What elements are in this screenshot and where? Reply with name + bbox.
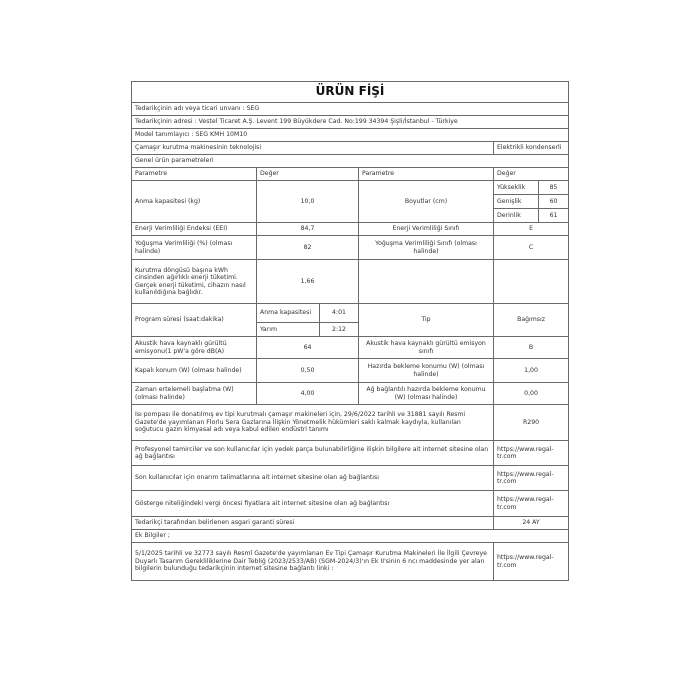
delay-start-label: Zaman ertelemeli başlatma (W) (olması halinde) (132, 383, 257, 405)
height-label: Yükseklik (494, 181, 539, 195)
regulation-label: 5/1/2025 tarihli ve 32773 sayılı Resmî Gazete'de yayımlanan Ev Tipi Çamaşır Kurutma Makineleri İle İlgili Çevreye Duyarlı Tasarım Gerekliliklerine Dair Tebliğ (2023/2533/AB) (SGM-2024/3)'ın Ek II'sinin 6 ncı maddesinde yer alan bilgilerin bulunduğu tedarikçinin internet sitesine bağlantı linki : (132, 543, 494, 581)
regulation-link[interactable]: https://www.regal-tr.com (494, 543, 569, 581)
technology-label: Çamaşır kurutma makinesinin teknolojisi (132, 142, 494, 155)
eei-value: 84,7 (257, 223, 359, 236)
price-info-label: Gösterge niteliğindeki vergi öncesi fiyatlara ait internet sitesine olan ağ bağlantısı (132, 491, 494, 517)
rated-capacity-duration: 4:01 (320, 304, 359, 323)
energy-per-cycle-value: 1,66 (257, 260, 359, 304)
noise-label: Akustik hava kaynaklı gürültü emisyonu(1 pW'a göre dB(A) (132, 337, 257, 359)
supplier-address: Tedarikçinin adresi : Vestel Ticaret A.Ş. Levent 199 Büyükdere Cad. No:199 34394 Şişli/İstanbul - Türkiye (132, 116, 569, 129)
type-label: Tip (359, 304, 494, 337)
product-fiche-table (131, 81, 569, 581)
half-load-duration: 2:12 (320, 323, 359, 337)
condensation-efficiency-value: 82 (257, 236, 359, 260)
height-value: 85 (539, 181, 569, 195)
depth-label: Derinlik (494, 209, 539, 223)
eei-label: Enerji Verimliliği Endeksi (EEI) (132, 223, 257, 236)
warranty-label: Tedarikçi tarafından belirlenen asgari garanti süresi (132, 517, 494, 530)
repair-instructions-label: Son kullanıcılar için onarım talimatlarına ait internet sitesine olan ağ bağlantısı (132, 466, 494, 491)
depth-value: 61 (539, 209, 569, 223)
empty-cell (359, 260, 494, 304)
additional-info-heading: Ek Bilgiler ; (132, 530, 569, 543)
column-header-parameter-2: Parametre (359, 168, 494, 181)
spare-parts-label: Profesyonel tamirciler ve son kullanıcılar için yedek parça bulunabilirliğine ilişkin bilgilere ait internet sitesine olan ağ bağlantısı (132, 441, 494, 466)
type-value: Bağımsız (494, 304, 569, 337)
capacity-label: Anma kapasitesi (kg) (132, 181, 257, 223)
standby-value: 1,00 (494, 359, 569, 383)
spare-parts-link[interactable]: https://www.regal-tr.com (494, 441, 569, 466)
rated-capacity-label: Anma kapasitesi (257, 304, 320, 323)
repair-instructions-link[interactable]: https://www.regal-tr.com (494, 466, 569, 491)
refrigerant-label: Isı pompası ile donatılmış ev tipi kurutmalı çamaşır makineleri için, 29/6/2022 tarihli ve 31881 sayılı Resmi Gazete'de yayımlanan Florlu Sera Gazlarına İlişkin Yönetmelik hükümleri saklı kalmak kaydıyla, kullanılan soğutucu gazın kimyasal adı veya kabul edilen endüstri tanımı (132, 405, 494, 441)
dimensions-label: Boyutlar (cm) (359, 181, 494, 223)
networked-standby-value: 0,00 (494, 383, 569, 405)
networked-standby-label: Ağ bağlantılı hazırda bekleme konumu (W) (olması halinde) (359, 383, 494, 405)
model-identifier: Model tanımlayıcı : SEG KMH 10M10 (132, 129, 569, 142)
noise-value: 64 (257, 337, 359, 359)
width-label: Genişlik (494, 195, 539, 209)
column-header-value: Değer (257, 168, 359, 181)
column-header-parameter: Parametre (132, 168, 257, 181)
column-header-value-2: Değer (494, 168, 569, 181)
energy-class-label: Enerji Verimliliği Sınıfı (359, 223, 494, 236)
delay-start-value: 4,00 (257, 383, 359, 405)
standby-label: Hazırda bekleme konumu (W) (olması halinde) (359, 359, 494, 383)
program-duration-label: Program süresi (saat:dakika) (132, 304, 257, 337)
condensation-class-label: Yoğuşma Verimliliği Sınıfı (olması halinde) (359, 236, 494, 260)
capacity-value: 10,0 (257, 181, 359, 223)
refrigerant-value: R290 (494, 405, 569, 441)
condensation-class-value: C (494, 236, 569, 260)
warranty-value: 24 AY (494, 517, 569, 530)
noise-class-value: B (494, 337, 569, 359)
condensation-efficiency-label: Yoğuşma Verimliliği (%) (olması halinde) (132, 236, 257, 260)
energy-per-cycle-label: Kurutma döngüsü başına kWh cinsinden ağırlıklı enerji tüketimi. Gerçek enerji tüketimi, cihazın nasıl kullanıldığına bağlıdır. (132, 260, 257, 304)
general-params-heading: Genel ürün parametreleri (132, 155, 569, 168)
width-value: 60 (539, 195, 569, 209)
supplier-name: Tedarikçinin adı veya ticari unvanı : SEG (132, 103, 569, 116)
off-mode-label: Kapalı konum (W) (olması halinde) (132, 359, 257, 383)
price-info-link[interactable]: https://www.regal-tr.com (494, 491, 569, 517)
energy-class-value: E (494, 223, 569, 236)
empty-cell (494, 260, 569, 304)
noise-class-label: Akustik hava kaynaklı gürültü emisyon sınıfı (359, 337, 494, 359)
off-mode-value: 0,50 (257, 359, 359, 383)
half-load-label: Yarım (257, 323, 320, 337)
fiche-title: ÜRÜN FİŞİ (132, 82, 569, 103)
technology-value: Elektrikli kondenserli (494, 142, 569, 155)
